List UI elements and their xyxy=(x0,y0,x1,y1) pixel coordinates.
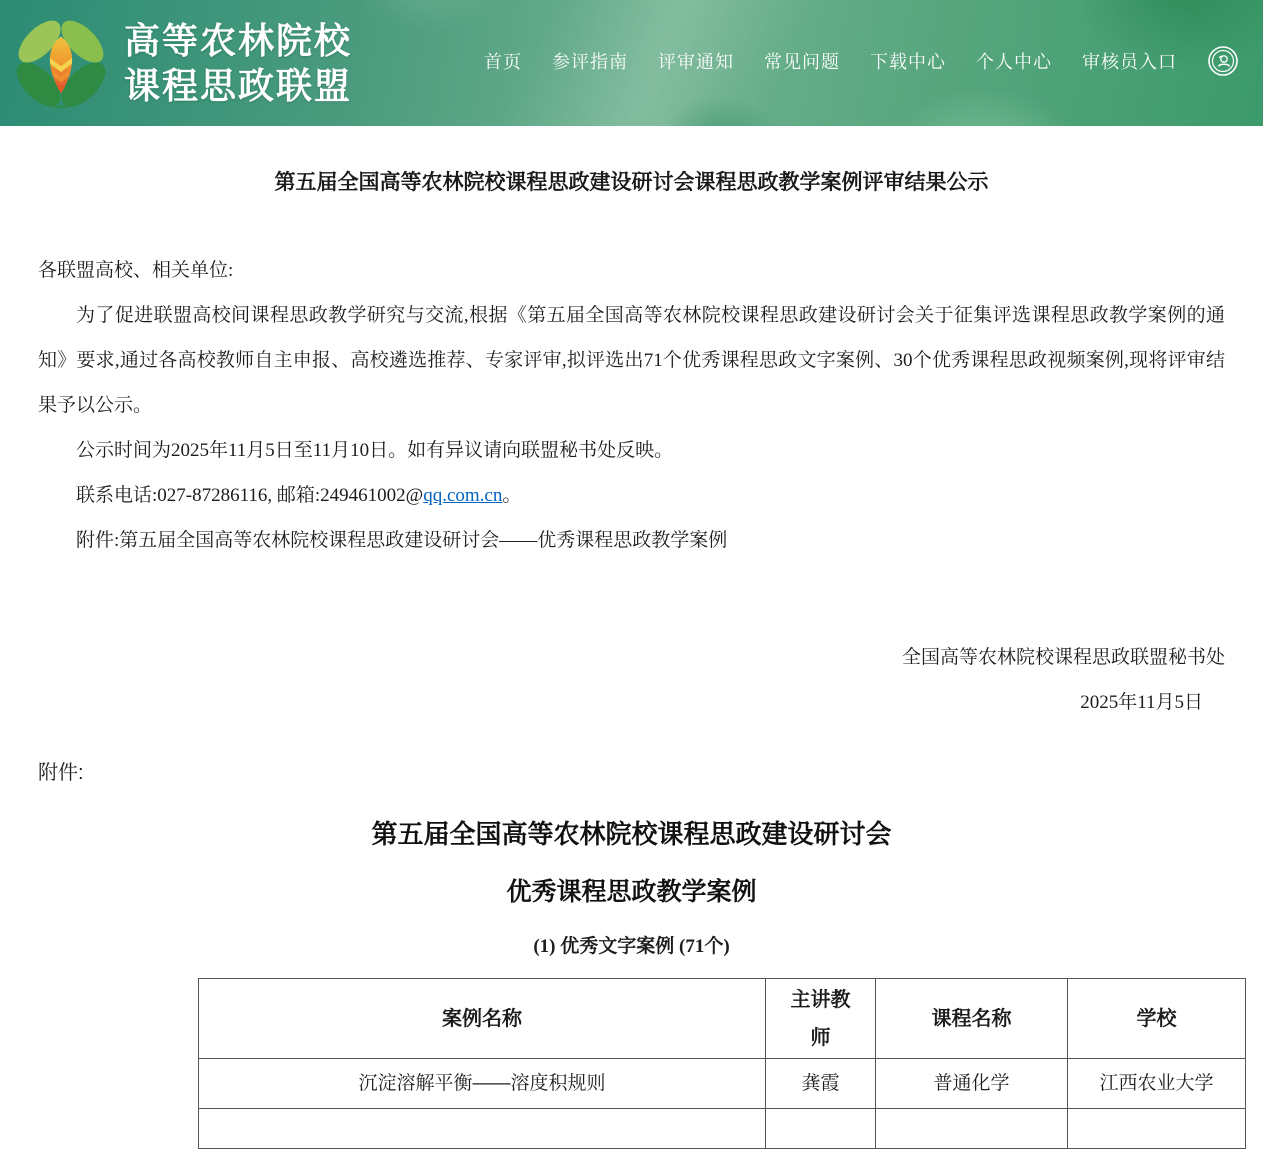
table-row xyxy=(199,1059,1246,1109)
salutation: 各联盟高校、相关单位: xyxy=(38,260,234,281)
signature-date: 2025年11月5日 xyxy=(1080,692,1203,713)
nav-home[interactable]: 首页 xyxy=(484,52,522,72)
attachment-label: 附件: xyxy=(38,762,84,784)
contact-text: 联系电话:027-87286116, 邮箱:249461002@ xyxy=(76,485,424,506)
col-header-teacher: 主讲教师 xyxy=(766,979,876,1059)
email-domain-link[interactable]: qq.com.cn xyxy=(423,485,503,506)
cell-teacher: 龚霞 xyxy=(766,1059,876,1109)
brand-title-line1: 高等农林院校 xyxy=(124,20,353,61)
brand-title xyxy=(124,18,352,108)
text-cases-table xyxy=(198,978,1246,1149)
signature-org: 全国高等农林院校课程思政联盟秘书处 xyxy=(901,647,1225,668)
cell-case-name: 沉淀溶解平衡——溶度积规则 xyxy=(199,1059,766,1109)
paragraph-attachment-ref: 附件:第五届全国高等农林院校课程思政建设研讨会——优秀课程思政教学案例 xyxy=(76,530,728,551)
attachment-heading-2: 优秀课程思政教学案例 xyxy=(506,878,757,906)
table-header-row xyxy=(199,979,1246,1059)
alliance-logo-icon xyxy=(10,12,112,114)
nav-download-center[interactable]: 下载中心 xyxy=(870,52,946,72)
brand-title-line2: 课程思政联盟 xyxy=(124,65,353,106)
user-account-icon[interactable] xyxy=(1207,45,1239,77)
announcement-document xyxy=(0,168,1263,1149)
site-header xyxy=(0,0,1263,126)
nav-review-notice[interactable]: 评审通知 xyxy=(658,52,734,72)
cell-course-name: 普通化学 xyxy=(876,1059,1068,1109)
attachment-subheading: (1) 优秀文字案例 (71个) xyxy=(533,936,730,957)
table-row-partial xyxy=(199,1109,1246,1149)
contact-suffix: 。 xyxy=(502,485,522,506)
cell-school: 江西农业大学 xyxy=(1068,1059,1246,1109)
nav-reviewer-entrance[interactable]: 审核员入口 xyxy=(1082,52,1177,72)
nav-participation-guide[interactable]: 参评指南 xyxy=(552,52,628,72)
paragraph-publicity-period: 公示时间为2025年11月5日至11月10日。如有异议请向联盟秘书处反映。 xyxy=(76,440,674,461)
col-header-case-name: 案例名称 xyxy=(199,979,766,1059)
col-header-school: 学校 xyxy=(1068,979,1246,1059)
col-header-course-name: 课程名称 xyxy=(876,979,1068,1059)
main-nav xyxy=(484,45,1239,81)
brand xyxy=(10,12,352,114)
document-title: 第五届全国高等农林院校课程思政建设研讨会课程思政教学案例评审结果公示 xyxy=(274,171,989,194)
nav-faq[interactable]: 常见问题 xyxy=(764,52,840,72)
paragraph-intro: 为了促进联盟高校间课程思政教学研究与交流,根据《第五届全国高等农林院校课程思政建设研讨会关于征集评选课程思政教学案例的通知》要求,通过各高校教师自主申报、高校遴选推荐、专家评审,拟评选出71个优秀课程思政文字案例、30个优秀课程思政视频案例,现将评审结果予以公示。 xyxy=(38,305,1225,416)
attachment-heading-1: 第五届全国高等农林院校课程思政建设研讨会 xyxy=(371,819,892,849)
paragraph-contact xyxy=(38,473,1225,518)
nav-personal-center[interactable]: 个人中心 xyxy=(976,52,1052,72)
